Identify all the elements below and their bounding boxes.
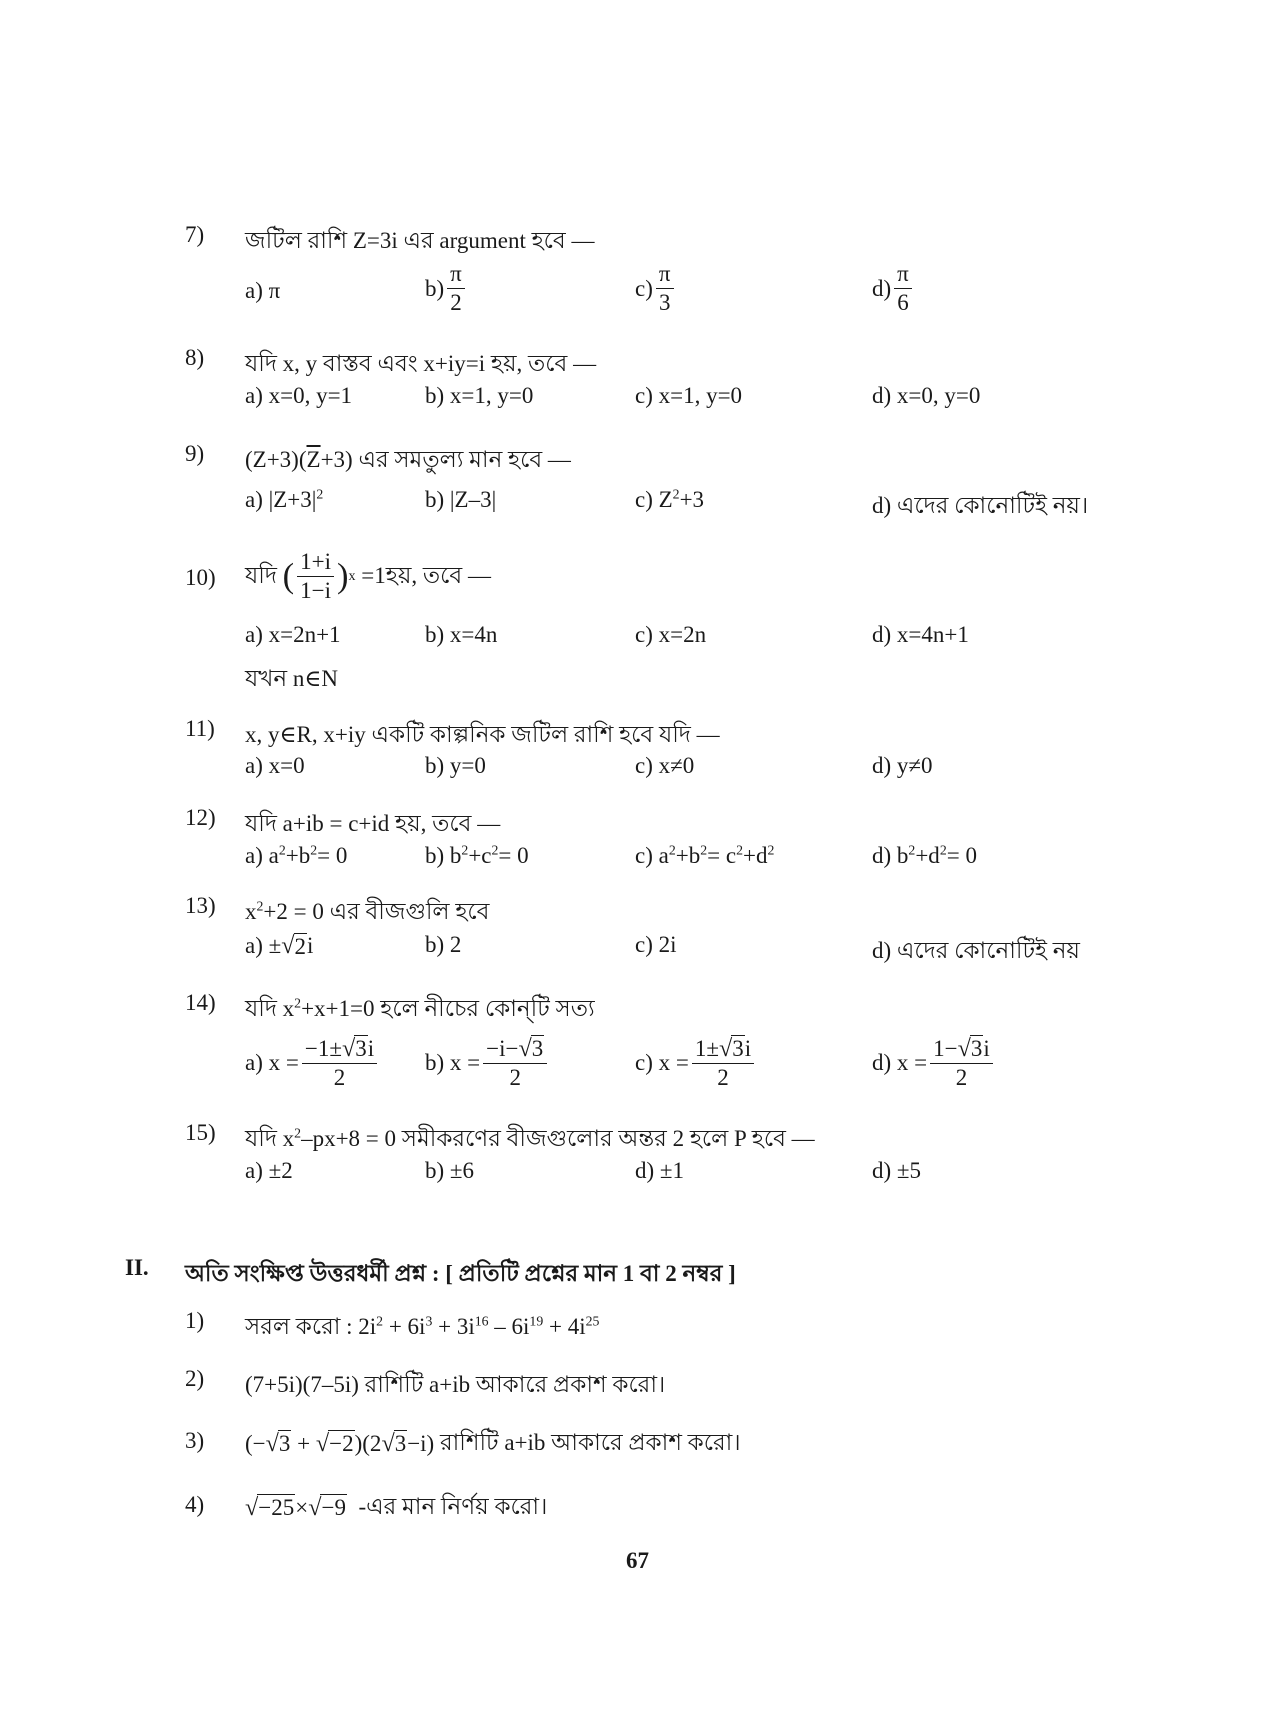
q7-option-b [425, 262, 468, 315]
q12-a-1: a) a [245, 843, 279, 868]
q15-option-a: a) ±2 [245, 1158, 293, 1183]
q10-option-b: b) x=4n [425, 622, 498, 647]
q12-d-3: = 0 [946, 843, 977, 868]
q13-a-i: i [307, 933, 314, 958]
sqrt-icon: √ [315, 1429, 330, 1457]
q13-a-pm: ± [268, 933, 282, 958]
q14-d-xeq: x = [896, 1049, 928, 1075]
q12-c-3: = c [707, 843, 737, 868]
s2-q3-r1: 3 [278, 1431, 291, 1457]
sqrt-icon: √ [381, 1429, 395, 1457]
s2-q3-r3: 3 [394, 1431, 407, 1457]
q14-c-fraction [692, 1035, 754, 1091]
q9-expr-start: (Z+3)( [245, 447, 307, 472]
s2-q2-number: 2) [185, 1366, 205, 1391]
q7-c-den: 3 [658, 290, 671, 316]
q14-d-fraction [930, 1035, 993, 1091]
sqrt-icon: √ [245, 1493, 259, 1521]
q14-b-num [483, 1035, 547, 1064]
q7-option-c [635, 262, 677, 315]
s2-q3-text [245, 1424, 741, 1463]
s2-q4-r1: −25 [258, 1495, 295, 1521]
s2-q1-part1: সরল করো : 2i [245, 1314, 377, 1339]
s2-q3-p1: (− [245, 1430, 266, 1456]
q14-c-den: 2 [717, 1065, 729, 1091]
q9-c-post: +3 [679, 487, 705, 512]
q14-text [245, 990, 595, 1029]
q14-c-radicand: 3 [732, 1036, 744, 1061]
q14-b-den: 2 [509, 1065, 521, 1091]
q12-option-a [245, 843, 347, 869]
q10-option-c: c) x=2n [635, 622, 707, 647]
s2-q1-sup1: 2 [376, 1313, 384, 1329]
q9-a-sup: 2 [316, 486, 324, 502]
q9-option-c [635, 487, 704, 513]
q7-c-fraction [656, 262, 674, 315]
s2-q3-r2: −2 [329, 1431, 354, 1457]
s2-q3-rest: রাশিটি a+ib আকারে প্রকাশ করো। [439, 1430, 741, 1455]
q10-tail: =1হয়, তবে — [361, 563, 491, 589]
q10-lparen: ( [282, 557, 295, 596]
q14-d-num-post: i [983, 1036, 990, 1061]
s2-q4-rest: -এর মান নির্ণয় করো। [358, 1494, 548, 1519]
s2-q1-sup4: 19 [529, 1313, 544, 1329]
q13-sup: 2 [256, 898, 264, 914]
sqrt-icon: √ [341, 1035, 356, 1062]
q14-d-num [930, 1035, 993, 1064]
q12-b-2: +c [468, 843, 492, 868]
q14-option-c [635, 1035, 757, 1091]
q13-a-label: a) [245, 933, 263, 958]
q12-c-2: +b [675, 843, 701, 868]
q12-c-sup3: 2 [736, 842, 743, 858]
q10-note: যখন n∈N [245, 666, 338, 691]
q12-d-sup1: 2 [908, 842, 916, 858]
q14-b-xeq: x = [449, 1049, 481, 1075]
q14-c-num [692, 1035, 754, 1064]
q12-a-sup2: 2 [310, 842, 318, 858]
q10-option-a: a) x=2n+1 [245, 622, 341, 647]
q12-b-1: b) b [425, 843, 462, 868]
q14-number: 14) [185, 990, 216, 1015]
q12-option-b [425, 843, 529, 869]
sqrt-icon: √ [957, 1035, 971, 1062]
q14-c-num-post: i [744, 1036, 752, 1061]
q13-option-d: d) এদের কোনোটিই নয় [872, 938, 1080, 963]
s2-q4-times: × [295, 1494, 309, 1520]
q14-a-num [302, 1035, 377, 1064]
q8-number: 8) [185, 345, 205, 370]
q14-sup: 2 [294, 995, 302, 1011]
q13-number: 13) [185, 893, 216, 918]
q9-expr-end: +3) [320, 447, 353, 472]
q9-option-a [245, 487, 323, 513]
q7-b-label: b) [425, 275, 445, 301]
q14-a-label: a) [245, 1049, 263, 1075]
s2-q1-part4: – 6i [488, 1314, 530, 1339]
q12-d-1: d) b [872, 843, 909, 868]
q7-d-num: π [894, 262, 912, 289]
q14-c-num-pre: 1± [694, 1036, 719, 1061]
q7-a-label: a) [245, 278, 263, 303]
q8-option-c: c) x=1, y=0 [635, 383, 743, 408]
q12-a-sup1: 2 [278, 842, 286, 858]
q7-d-den: 6 [897, 290, 909, 316]
q12-c-4: +d [742, 843, 768, 868]
q13-pre: x [245, 899, 257, 924]
q8-option-d: d) x=0, y=0 [872, 383, 981, 408]
q14-rest: +x+1=0 হলে নীচের কোন্‌টি সত্য [301, 996, 595, 1021]
q15-sup: 2 [294, 1125, 302, 1141]
q7-a-value: π [268, 278, 281, 303]
s2-q1-sup3: 16 [474, 1313, 489, 1329]
q12-c-sup4: 2 [767, 842, 775, 858]
q12-option-c [635, 843, 774, 869]
q14-d-radicand: 3 [970, 1036, 983, 1061]
q14-b-radicand: 3 [531, 1036, 544, 1061]
q14-a-num-post: i [367, 1036, 375, 1061]
q11-text: x, y∈R, x+iy একটি কাল্পনিক জটিল রাশি হবে যদি — [245, 722, 720, 747]
q14-d-label: d) [872, 1049, 892, 1075]
q15-text [245, 1120, 815, 1159]
q7-b-num: π [447, 262, 465, 289]
q14-pre: যদি x [245, 996, 295, 1021]
q10-rparen: ) [337, 557, 349, 596]
sqrt-icon: √ [308, 1493, 322, 1521]
q7-text: জটিল রাশি Z=3i এর argument হবে — [245, 228, 595, 253]
q12-a-2: +b [285, 843, 311, 868]
s2-q4-r2: −9 [321, 1495, 346, 1521]
q7-b-fraction [447, 262, 465, 315]
q14-b-fraction [483, 1035, 547, 1091]
q14-b-label: b) [425, 1049, 445, 1075]
q14-option-b [425, 1035, 550, 1091]
q11-number: 11) [185, 716, 215, 741]
q14-a-den: 2 [333, 1065, 346, 1091]
q15-rest: –px+8 = 0 সমীকরণের বীজগুলোর অন্তর 2 হলে P হবে — [301, 1126, 815, 1151]
q13-option-c: c) 2i [635, 932, 677, 957]
s2-q3-number: 3) [185, 1428, 205, 1453]
q14-a-fraction [302, 1035, 377, 1091]
q15-option-d: d) ±5 [872, 1158, 922, 1183]
q14-a-xeq: x = [268, 1049, 299, 1075]
q8-option-b: b) x=1, y=0 [425, 383, 534, 408]
q14-option-a [245, 1035, 380, 1091]
s2-q3-p4: −i) [407, 1430, 435, 1456]
q13-text [245, 893, 489, 932]
s2-q1-part2: + 6i [383, 1314, 426, 1339]
q7-d-fraction [894, 262, 912, 315]
q12-b-sup1: 2 [461, 842, 469, 858]
section-heading: অতি সংক্ষিপ্ত উত্তরধর্মী প্রশ্ন : [ প্রতিটি প্রশ্নের মান 1 বা 2 নম্বর ] [185, 1261, 736, 1286]
s2-q1-sup5: 25 [585, 1313, 600, 1329]
q10-frac-den: 1−i [300, 578, 332, 604]
s2-q1-text [245, 1308, 599, 1347]
q7-option-a [245, 278, 280, 304]
s2-q3-p2: + [297, 1430, 311, 1456]
q13-option-b: b) 2 [425, 932, 462, 957]
q11-option-b: b) y=0 [425, 753, 486, 778]
sqrt-icon: √ [518, 1035, 532, 1062]
s2-q1-part5: + 4i [543, 1314, 586, 1339]
q9-option-d: d) এদের কোনোটিই নয়। [872, 493, 1089, 518]
q13-a-radicand: 2 [294, 933, 306, 959]
q11-option-c: c) x≠0 [635, 753, 695, 778]
q15-pre: যদি x [245, 1126, 295, 1151]
q14-d-den: 2 [955, 1065, 968, 1091]
q12-d-sup2: 2 [939, 842, 947, 858]
q14-c-xeq: x = [658, 1049, 689, 1075]
q8-option-a: a) x=0, y=1 [245, 383, 353, 408]
q9-a-text: a) |Z+3| [245, 487, 317, 512]
q13-rest: +2 = 0 এর বীজগুলি হবে [263, 899, 490, 924]
q11-option-d: d) y≠0 [872, 753, 933, 778]
q12-option-d [872, 843, 977, 869]
q9-option-b: b) |Z–3| [425, 487, 497, 512]
q14-option-d [872, 1035, 996, 1091]
q12-d-2: +d [915, 843, 940, 868]
q10-number: 10) [185, 565, 216, 590]
q14-a-radicand: 3 [355, 1036, 367, 1061]
q9-c-sup: 2 [672, 486, 680, 502]
s2-q4-text [245, 1488, 547, 1527]
q8-text: যদি x, y বাস্তব এবং x+iy=i হয়, তবে — [245, 351, 597, 376]
q12-number: 12) [185, 805, 216, 830]
q9-conjugate-z: $\overline{Z}$ [306, 447, 321, 472]
q10-fraction [297, 550, 334, 603]
s2-q4-number: 4) [185, 1492, 205, 1517]
q12-b-sup2: 2 [491, 842, 499, 858]
q15-option-b: b) ±6 [425, 1158, 475, 1183]
q7-d-label: d) [872, 275, 892, 301]
s2-q1-number: 1) [185, 1308, 205, 1333]
section-number: II. [125, 1255, 149, 1280]
s2-q2-text: (7+5i)(7–5i) রাশিটি a+ib আকারে প্রকাশ করো। [245, 1372, 666, 1397]
q14-c-label: c) [635, 1049, 653, 1075]
q12-text: যদি a+ib = c+id হয়, তবে — [245, 811, 501, 836]
q15-option-c: d) ±1 [635, 1158, 685, 1183]
q14-a-num-pre: −1± [304, 1036, 342, 1061]
q9-text [245, 441, 571, 480]
sqrt-icon: √ [265, 1429, 279, 1457]
q14-b-num-pre: −i− [486, 1036, 519, 1061]
q7-c-num: π [656, 262, 674, 289]
q7-number: 7) [185, 222, 205, 247]
page-number: 67 [626, 1548, 649, 1573]
q10-frac-num: 1+i [297, 550, 334, 577]
q12-b-3: = 0 [498, 843, 529, 868]
q13-option-a [245, 932, 313, 960]
q10-yadi: যদি [245, 563, 277, 589]
q14-d-num-pre: 1− [933, 1036, 958, 1061]
q10-text: যদি ( $\frac{1+i}{1-i}$ ) x =1হয়, তবে — [245, 549, 491, 604]
q7-option-d [872, 262, 915, 315]
s2-q3-p3: )(2 [354, 1430, 382, 1456]
s2-q1-sup2: 3 [425, 1313, 433, 1329]
q11-option-a: a) x=0 [245, 753, 305, 778]
q10-option-d: d) x=4n+1 [872, 622, 969, 647]
q9-number: 9) [185, 441, 205, 466]
q9-question: এর সমতুল্য মান হবে — [358, 447, 571, 472]
q9-c-text: c) Z [635, 487, 673, 512]
sqrt-icon: √ [718, 1035, 733, 1062]
q12-c-sup2: 2 [700, 842, 708, 858]
q7-b-den: 2 [450, 290, 462, 316]
q7-c-label: c) [635, 275, 653, 301]
s2-q1-part3: + 3i [432, 1314, 475, 1339]
q12-a-3: = 0 [317, 843, 348, 868]
sqrt-icon: √ [281, 932, 295, 959]
q12-c-1: c) a [635, 843, 669, 868]
q12-c-sup1: 2 [668, 842, 676, 858]
q15-number: 15) [185, 1120, 216, 1145]
